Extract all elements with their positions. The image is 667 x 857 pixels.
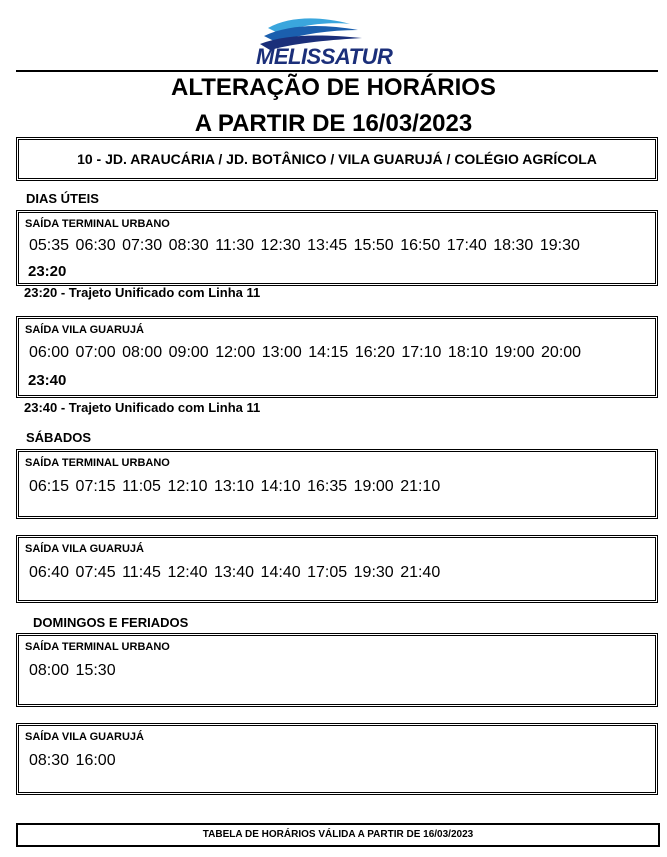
route-name: 10 - JD. ARAUCÁRIA / JD. BOTÂNICO / VILA GUARUJÁ / COLÉGIO AGRÍCOLA [77, 151, 597, 167]
page-title-line1: ALTERAÇÃO DE HORÁRIOS [171, 74, 496, 101]
footer-text: TABELA DE HORÁRIOS VÁLIDA A PARTIR DE 16/03/2023 [202, 829, 474, 840]
schedule-label: SAÍDA TERMINAL URBANO [25, 641, 170, 653]
schedule-label: SAÍDA VILA GUARUJÁ [25, 543, 144, 555]
time-entry: 07:45 [75, 564, 116, 581]
weekdays-terminal-box [16, 210, 658, 286]
time-entry: 08:00 [122, 344, 163, 361]
time-entry: 13:10 [214, 478, 255, 495]
time-entry: 12:10 [167, 478, 208, 495]
time-entry: 06:30 [75, 237, 116, 254]
time-entry: 11:05 [122, 478, 161, 495]
sundays-vila-box [16, 723, 658, 795]
time-entry: 11:30 [215, 237, 255, 254]
extra-time: 23:20 [28, 263, 67, 280]
time-entry: 18:30 [493, 237, 534, 254]
time-entry: 16:20 [354, 344, 395, 361]
time-list [29, 237, 657, 255]
time-entry: 17:05 [307, 564, 348, 581]
time-entry: 12:00 [215, 344, 256, 361]
time-entry: 16:00 [75, 752, 116, 769]
weekdays-heading: DIAS ÚTEIS [26, 191, 99, 206]
schedule-label: SAÍDA VILA GUARUJÁ [25, 731, 144, 743]
time-entry: 06:15 [29, 478, 70, 495]
time-entry: 21:10 [400, 478, 441, 495]
time-entry: 21:40 [400, 564, 441, 581]
time-entry: 17:10 [401, 344, 442, 361]
extra-time: 23:40 [28, 372, 67, 389]
saturdays-terminal-box [16, 449, 658, 519]
time-entry: 09:00 [168, 344, 209, 361]
time-entry: 07:30 [122, 237, 163, 254]
time-entry: 19:00 [494, 344, 535, 361]
time-list [29, 478, 657, 496]
page-title-line2: A PARTIR DE 16/03/2023 [194, 110, 473, 137]
time-entry: 16:35 [307, 478, 348, 495]
time-list [29, 752, 657, 770]
time-entry: 06:40 [29, 564, 70, 581]
time-entry: 12:40 [167, 564, 208, 581]
time-entry: 05:35 [29, 237, 70, 254]
sundays-heading: DOMINGOS E FERIADOS [33, 615, 189, 630]
time-entry: 11:45 [122, 564, 161, 581]
time-entry: 07:15 [75, 478, 116, 495]
sundays-terminal-box [16, 633, 658, 707]
saturdays-vila-box [16, 535, 658, 603]
time-entry: 19:00 [353, 478, 394, 495]
time-entry: 18:10 [447, 344, 488, 361]
time-entry: 08:30 [29, 752, 70, 769]
weekdays-vila-box [16, 316, 658, 398]
route-note: 23:20 - Trajeto Unificado com Linha 11 [24, 285, 261, 300]
time-entry: 14:40 [260, 564, 301, 581]
time-entry: 08:00 [29, 662, 70, 679]
logo-text: MELISSATUR [256, 44, 393, 69]
time-entry: 13:00 [261, 344, 302, 361]
time-entry: 08:30 [168, 237, 209, 254]
schedule-label: SAÍDA VILA GUARUJÁ [25, 324, 144, 336]
time-entry: 13:45 [307, 237, 348, 254]
time-list [29, 662, 657, 680]
company-logo [250, 14, 393, 70]
saturdays-heading: SÁBADOS [26, 430, 92, 445]
route-box [16, 137, 658, 181]
time-list [29, 564, 657, 582]
time-entry: 19:30 [353, 564, 394, 581]
time-entry: 07:00 [75, 344, 116, 361]
time-entry: 17:40 [446, 237, 487, 254]
route-note: 23:40 - Trajeto Unificado com Linha 11 [24, 400, 261, 415]
footer-validity [16, 823, 660, 847]
time-entry: 13:40 [214, 564, 255, 581]
time-entry: 14:10 [260, 478, 301, 495]
time-entry: 12:30 [260, 237, 301, 254]
time-entry: 19:30 [539, 237, 580, 254]
time-entry: 15:30 [75, 662, 116, 679]
time-entry: 16:50 [400, 237, 441, 254]
time-list [29, 344, 657, 362]
time-entry: 15:50 [353, 237, 394, 254]
time-entry: 14:15 [308, 344, 349, 361]
time-entry: 20:00 [541, 344, 582, 361]
header-rule [16, 70, 658, 72]
schedule-label: SAÍDA TERMINAL URBANO [25, 457, 170, 469]
time-entry: 06:00 [29, 344, 70, 361]
schedule-label: SAÍDA TERMINAL URBANO [25, 218, 170, 230]
